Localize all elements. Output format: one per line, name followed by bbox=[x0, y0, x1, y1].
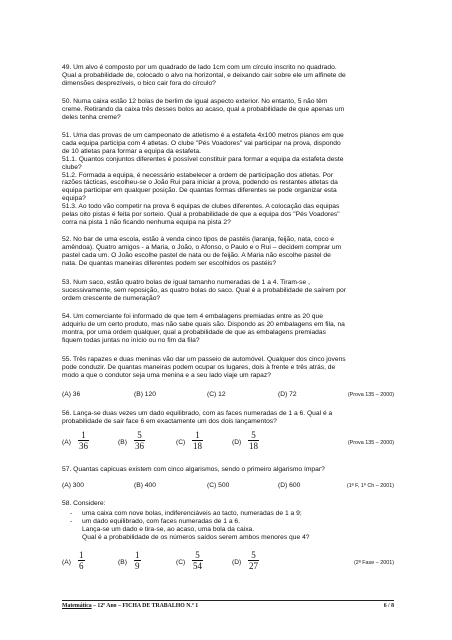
q58-statement bbox=[82, 526, 394, 542]
q51-line: pelas oito pistas é feita por sorteio. Qual a probabilidade de que a equipa dos "Pés Voadores" bbox=[62, 211, 340, 219]
fraction bbox=[78, 550, 85, 571]
q55-source: (Prova 135 – 2000) bbox=[347, 392, 394, 398]
list-item: - um dado equilibrado, com faces numeradas de 1 a 6. bbox=[70, 518, 240, 525]
q58-source: (2ª Fase – 2001) bbox=[353, 560, 394, 566]
q49-line: dimensões desprezíveis, o bico cair fora do círculo? bbox=[62, 79, 216, 87]
q52-line: nata. De quantas maneiras diferentes podem ser escolhidos os pastéis? bbox=[62, 259, 277, 267]
footer-title bbox=[62, 603, 198, 609]
q55-line: 55. Três rapazes e duas meninas vão dar um passeio de automóvel. Qualquer dos cinco jovens bbox=[62, 356, 346, 363]
list-item: - uma caixa com nove bolas, indiferenciáveis ao tacto, numeradas de 1 a 9; bbox=[70, 510, 302, 517]
footer-rest: – 12º Ano – FICHA DE TRABALHO N.º 1 bbox=[91, 603, 199, 609]
question-49 bbox=[62, 64, 394, 88]
q51-line: 51.1. Quantos conjuntos diferentes é possível constituir para formar a equipa da estafeta deste bbox=[62, 155, 344, 163]
q53-line: sucessivamente, sem reposição, as quatro bolas do saco. Qual é a probabilidade de saírem por bbox=[62, 286, 347, 294]
q49-line: Qual a probabilidade de, colocado o alvo na horizontal, e deixando cair sobre ele um alfinete de bbox=[62, 71, 346, 79]
q57-source: (1ª F, 1º Ch – 2001) bbox=[346, 483, 394, 489]
q51-line: 51. Uma das provas de um campeonato de atletismo é a estafeta 4x100 metros planos em que bbox=[62, 132, 344, 139]
denominator: 36 bbox=[79, 441, 88, 451]
q55-line: modo a que o condutor seja uma menina e a seu lado viaje um rapaz? bbox=[62, 371, 271, 379]
q51-line: corra na pista 1 não ficando nenhuma equipa na pista 2? bbox=[62, 218, 231, 226]
option-label: (D) bbox=[232, 439, 242, 446]
q54-line: adquiriu de um certo produto, mas não sabe quais são. Dispondo as 20 embalagens em fila, na bbox=[62, 320, 345, 328]
question-51 bbox=[62, 132, 394, 227]
q58-list bbox=[70, 510, 390, 526]
q54-line: montra, por uma ordem qualquer, qual a probabilidade de que as embalagens premiadas bbox=[62, 328, 326, 336]
option-label: (A) bbox=[62, 559, 71, 566]
q57-question: 57. Quantas capicuas existem com cinco algarismos, sendo o primeiro algarismo ímpar? bbox=[62, 466, 325, 473]
fraction bbox=[192, 430, 203, 451]
q55-option-d[interactable]: (D) 72 bbox=[278, 391, 297, 398]
list-item-text: uma caixa com nove bolas, indiferenciáveis ao tacto, numeradas de 1 a 9; bbox=[82, 510, 302, 517]
q51-line: equipa? bbox=[62, 195, 86, 203]
denominator: 18 bbox=[193, 441, 202, 451]
numerator: 1 bbox=[79, 550, 84, 560]
q57-options bbox=[62, 482, 394, 492]
q55-option-a[interactable]: (A) 36 bbox=[62, 391, 81, 398]
q57-option-d[interactable]: (D) 600 bbox=[278, 482, 301, 489]
list-item-text: um dado equilibrado, com faces numeradas de 1 a 6. bbox=[82, 518, 240, 525]
q55-option-b[interactable]: (B) 120 bbox=[134, 391, 156, 398]
question-50 bbox=[62, 98, 394, 122]
denominator: 9 bbox=[135, 561, 140, 571]
denominator: 54 bbox=[193, 561, 202, 571]
numerator: 5 bbox=[137, 430, 142, 440]
q51-line: cada equipa participa com 4 atletas. O clube "Pés Voadores" vai participar na prova, dispondo bbox=[62, 139, 341, 147]
q56-line: probabilidade de sair face 6 em exactamente um dos dois lançamentos? bbox=[62, 417, 277, 425]
q51-line: razões tácticas, escolheu-se o João Rui para iniciar a prova, podendo os restantes atletas da bbox=[62, 179, 338, 187]
q57-option-a[interactable]: (A) 300 bbox=[62, 482, 84, 489]
q58-options bbox=[62, 550, 394, 580]
question-53 bbox=[62, 279, 394, 303]
q55-line: pode conduzir. De quantas maneiras podem ocupar os lugares, dois à frente e três atrás, de bbox=[62, 363, 336, 371]
q50-line: deles tenha creme? bbox=[62, 113, 121, 121]
page-number: 6 / 8 bbox=[383, 603, 394, 609]
option-label: (A) bbox=[62, 439, 71, 446]
q54-line: fiquem todas juntas no início ou no fim da fila? bbox=[62, 336, 200, 344]
q50-line: 50. Numa caixa estão 12 bolas de berlim de igual aspecto exterior. No entanto, 5 não têm bbox=[62, 98, 328, 105]
denominator: 27 bbox=[249, 561, 258, 571]
numerator: 5 bbox=[251, 550, 256, 560]
fraction bbox=[78, 430, 89, 451]
option-label: (D) bbox=[232, 559, 242, 566]
q52-line: pastel cada um. O João escolhe pastel de nata ou de feijão. A Maria não escolhe pastel de bbox=[62, 251, 331, 259]
option-label: (B) bbox=[118, 439, 127, 446]
fraction bbox=[248, 430, 259, 451]
question-55 bbox=[62, 356, 394, 380]
q51-line: de 10 atletas para formar a equipa da estafeta. bbox=[62, 147, 202, 155]
question-57 bbox=[62, 466, 394, 474]
q53-line: 53. Num saco, estão quatro bolas de igual tamanho numeradas de 1 a 4. Tiram-se , bbox=[62, 279, 310, 286]
q55-options bbox=[62, 391, 394, 401]
q51-line: 51.2. Formada a equipa, é necessário estabelecer a ordem de participação dos atletas. Por bbox=[62, 171, 334, 179]
page-footer bbox=[62, 603, 394, 611]
q56-options bbox=[62, 430, 394, 460]
q51-line: clube? bbox=[62, 163, 82, 171]
q52-line: 52. No bar de uma escola, estão à venda cinco tipos de pastéis (laranja, feijão, nata, coco e bbox=[62, 236, 335, 243]
q51-line: equipa participar em qualquer posição. De quantas formas diferentes se pode organizar esta bbox=[62, 187, 337, 195]
numerator: 5 bbox=[195, 550, 200, 560]
numerator: 1 bbox=[135, 550, 140, 560]
denominator: 6 bbox=[79, 561, 84, 571]
question-56 bbox=[62, 410, 394, 426]
fraction bbox=[248, 550, 259, 571]
numerator: 5 bbox=[251, 430, 256, 440]
q49-line: 49. Um alvo é composto por um quadrado de lado 1cm com um círculo inscrito no quadrado. bbox=[62, 64, 337, 71]
q51-line: 51.3. Ao todo vão competir na prova 6 equipas de clubes diferentes. A colocação das equipas bbox=[62, 203, 340, 211]
numerator: 1 bbox=[195, 430, 200, 440]
q58-line: Qual é a probabilidade de os números saídos serem ambos menores que 4? bbox=[82, 533, 310, 541]
q57-option-c[interactable]: (C) 500 bbox=[207, 482, 230, 489]
question-52 bbox=[62, 236, 394, 268]
option-label: (C) bbox=[176, 559, 186, 566]
numerator: 1 bbox=[81, 430, 86, 440]
q58-intro: 58. Considere: bbox=[62, 500, 106, 507]
fraction bbox=[192, 550, 203, 571]
q57-option-b[interactable]: (B) 400 bbox=[134, 482, 156, 489]
q56-line: 56. Lança-se duas vezes um dado equilibrado, com as faces numeradas de 1 a 6. Qual é a bbox=[62, 410, 333, 417]
option-label: (C) bbox=[176, 439, 186, 446]
footer-divider bbox=[62, 600, 394, 601]
fraction bbox=[134, 430, 145, 451]
option-label: (B) bbox=[118, 559, 127, 566]
fraction bbox=[134, 550, 141, 571]
q52-line: amêndoa). Quatro amigos - a Maria, o João, o Afonso, o Paulo e o Rui – decidem comprar um bbox=[62, 243, 342, 251]
q58-line: Lança-se um dado e tira-se, ao acaso, uma bola da caixa. bbox=[82, 526, 255, 533]
q54-line: 54. Um comerciante foi informado de que tem 4 embalagens premiadas entre as 20 que bbox=[62, 313, 323, 320]
q55-option-c[interactable]: (C) 12 bbox=[207, 391, 226, 398]
q53-line: ordem crescente de numeração? bbox=[62, 294, 161, 302]
q50-line: creme. Retirando da caixa três desses bolos ao acaso, qual a probabilidade de que apenas um bbox=[62, 105, 345, 113]
question-54 bbox=[62, 313, 394, 345]
q56-source: (Prova 135 – 2000) bbox=[347, 440, 394, 446]
denominator: 18 bbox=[249, 441, 258, 451]
footer-subject: Matemática bbox=[62, 603, 92, 609]
question-58-intro bbox=[62, 500, 394, 508]
denominator: 36 bbox=[135, 441, 144, 451]
